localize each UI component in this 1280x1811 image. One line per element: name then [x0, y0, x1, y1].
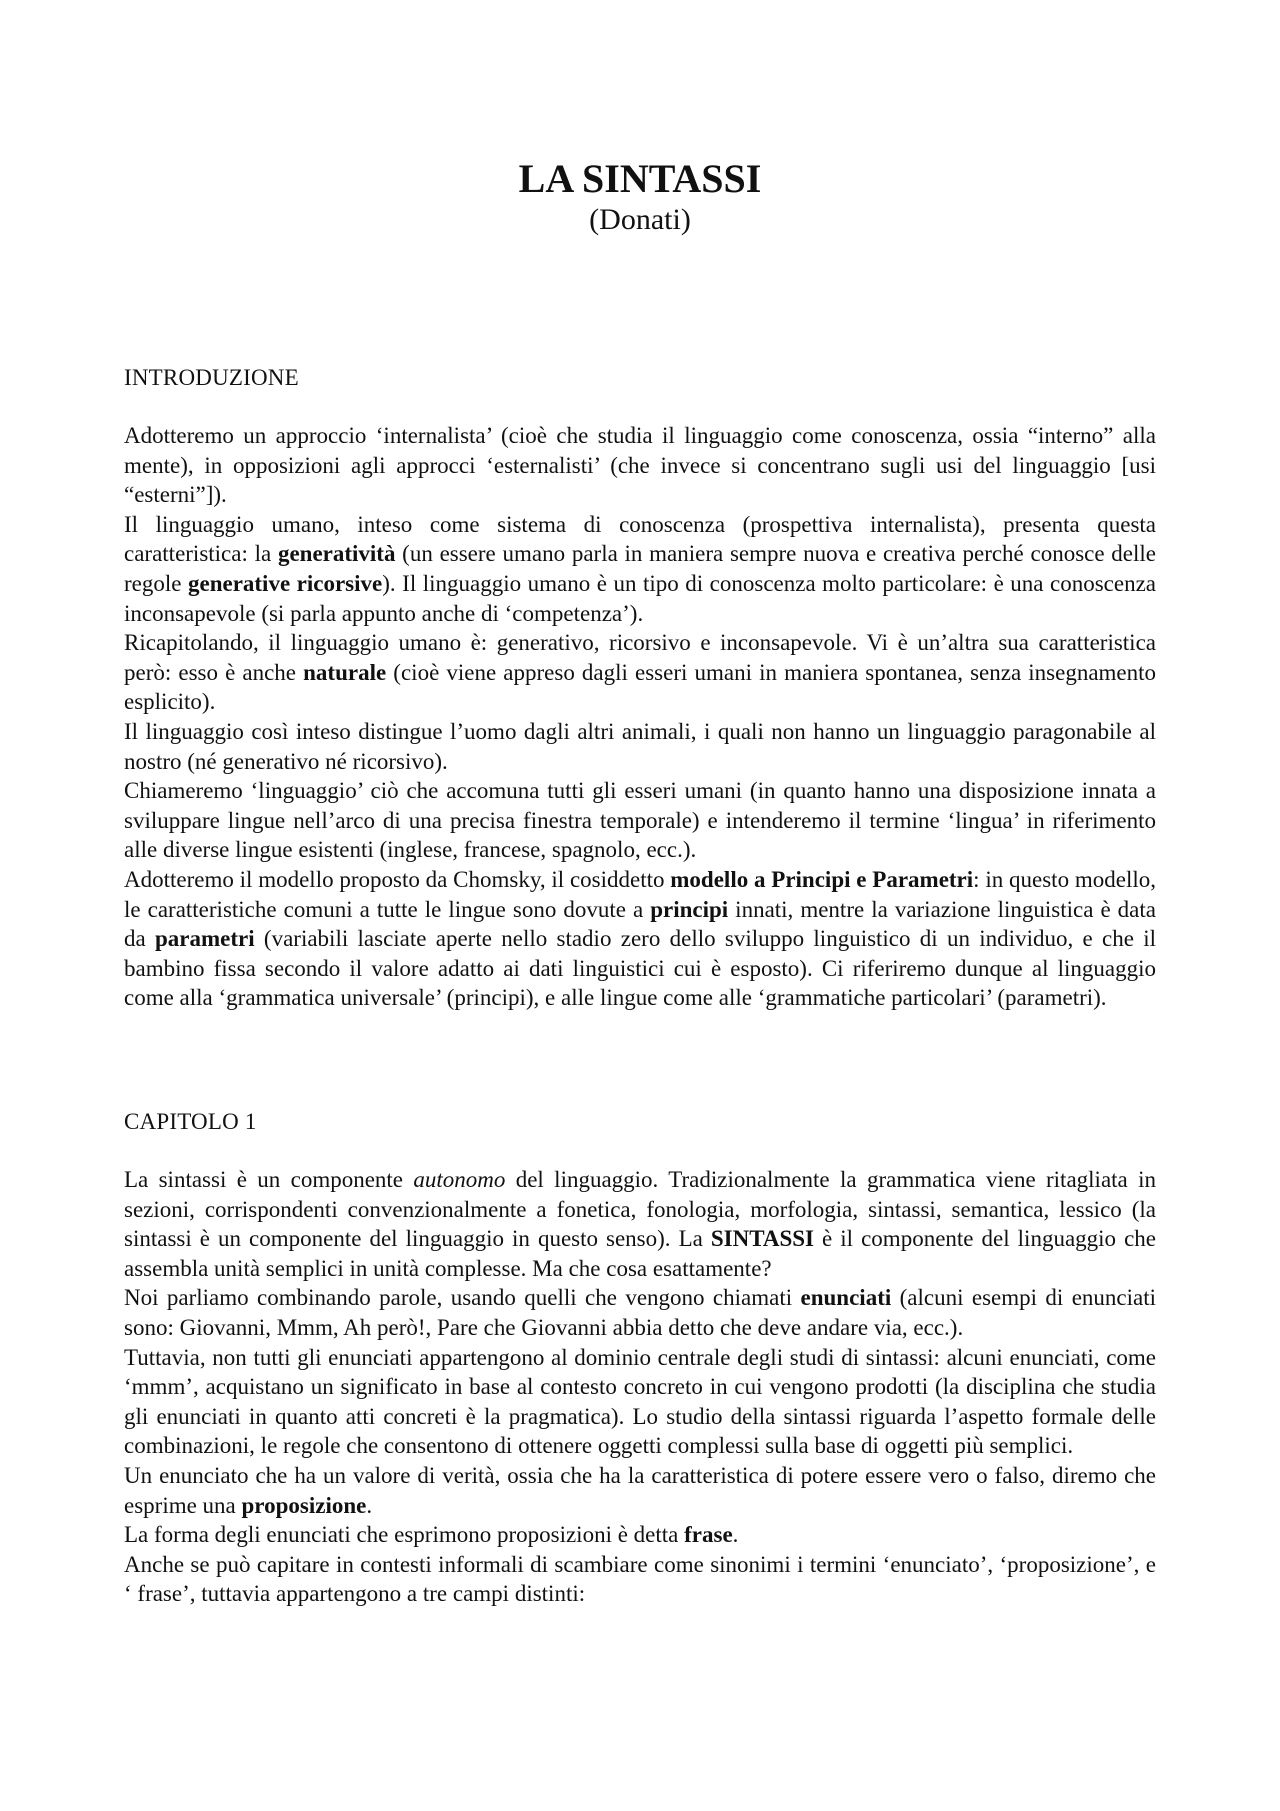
- text-run: Il linguaggio così inteso distingue l’uomo dagli altri animali, i quali non hanno un linguaggio paragonabile al nostro (né generativo né ricorsivo).: [124, 718, 1156, 774]
- paragraph: [124, 776, 1156, 865]
- text-run: .: [366, 1492, 373, 1518]
- section-body-introduzione: [124, 421, 1156, 1013]
- section-body-capitolo-1: [124, 1165, 1156, 1609]
- text-run: : in questo modello, le caratteristiche comuni a tutte le lingue sono dovute a: [124, 866, 1156, 922]
- paragraph: [124, 1550, 1156, 1609]
- text-run: (alcuni esempi di enunciati sono: Giovanni, Mmm, Ah però!, Pare che Giovanni abbia detto che deve andare via, ecc.).: [124, 1285, 1156, 1340]
- text-run: Tuttavia, non tutti gli enunciati appartengono al dominio centrale degli studi di sintassi: alcuni enunciati, come ‘mmm’, acquistano un significato in base al contesto concreto in cui vengono prodotti (la disciplina che studia gli enunciati in quanto atti concreti è la pragmatica). Lo studio della sintassi riguarda l’aspetto formale delle combinazioni, le regole che consentono di ottenere oggetti complessi sulla base di oggetti più semplici.: [124, 1344, 1156, 1459]
- title-block: [0, 156, 1280, 238]
- bold-term: generatività: [277, 541, 396, 567]
- bold-term: proposizione: [241, 1492, 367, 1518]
- bold-term: naturale: [303, 659, 387, 685]
- bold-term: enunciati: [800, 1285, 892, 1311]
- text-run: La forma degli enunciati che esprimono proposizioni è detta: [124, 1522, 685, 1548]
- text-run: è il componente del linguaggio che assembla unità semplici in unità complesse. Ma che cosa esattamente?: [124, 1226, 1156, 1281]
- paragraph: [124, 510, 1156, 628]
- paragraph: [124, 1165, 1156, 1283]
- text-run: Adotteremo il modello proposto da Chomsky, il cosiddetto: [124, 866, 671, 892]
- text-run: Il linguaggio umano, inteso come sistema di conoscenza (prospettiva internalista), presenta questa caratteristica: la: [124, 511, 1156, 567]
- italic-term: autonomo: [413, 1167, 506, 1192]
- bold-term: parametri: [155, 926, 255, 952]
- text-run: (un essere umano parla in maniera sempre nuova e creativa perché conosce delle regole: [124, 541, 1157, 596]
- section-heading-introduzione: INTRODUZIONE: [124, 365, 299, 390]
- paragraph: [124, 717, 1156, 776]
- text-run: Anche se può capitare in contesti informali di scambiare come sinonimi i termini ‘enunciato’, ‘proposizione’, e ‘ frase’, tuttavia appartengono a tre campi distinti:: [124, 1551, 1156, 1607]
- text-run: Ricapitolando, il linguaggio umano è: generativo, ricorsivo e inconsapevole. Vi è un’altra sua caratteristica però: esso è anche: [124, 630, 1156, 685]
- paragraph: [124, 1283, 1156, 1342]
- paragraph: [124, 1461, 1156, 1520]
- paragraph: [124, 421, 1156, 510]
- text-run: Un enunciato che ha un valore di verità, ossia che ha la caratteristica di potere essere vero o falso, diremo che esprime una: [124, 1462, 1156, 1518]
- text-run: La sintassi è un componente: [124, 1167, 414, 1192]
- section-heading-capitolo-1: CAPITOLO 1: [124, 1109, 257, 1134]
- page-title: LA SINTASSI: [518, 156, 762, 201]
- text-run: Adotteremo un approccio ‘internalista’ (cioè che studia il linguaggio come conoscenza, ossia “interno” alla mente), in opposizioni agli approcci ‘esternalisti’ (che invece si concentrano sugli usi del linguaggio [usi “esterni”]).: [124, 423, 1156, 508]
- page-subtitle: (Donati): [589, 203, 691, 236]
- text-run: (cioè viene appreso dagli esseri umani in maniera spontanea, senza insegnamento esplicito).: [124, 659, 1157, 715]
- bold-term: SINTASSI: [710, 1226, 815, 1252]
- bold-term: modello a Principi e Parametri: [670, 866, 974, 892]
- bold-term: frase: [684, 1522, 733, 1548]
- paragraph: [124, 628, 1156, 717]
- text-run: (variabili lasciate aperte nello stadio zero dello sviluppo linguistico di un individuo, e che il bambino fissa secondo il valore adatto ai dati linguistici cui è esposto). Ci riferiremo dunque al linguaggio come alla ‘grammatica universale’ (principi), e alle lingue come alle ‘grammatiche particolari’ (parametri).: [124, 926, 1156, 1011]
- text-run: ). Il linguaggio umano è un tipo di conoscenza molto particolare: è una conoscenza inconsapevole (si parla appunto anche di ‘competenza’).: [124, 570, 1157, 626]
- text-run: Noi parliamo combinando parole, usando quelli che vengono chiamati: [124, 1285, 801, 1311]
- bold-term: principi: [650, 896, 729, 922]
- bold-term: generative ricorsive: [187, 570, 383, 596]
- text-run: Chiameremo ‘linguaggio’ ciò che accomuna tutti gli esseri umani (in quanto hanno una disposizione innata a sviluppare lingue nell’arco di una precisa finestra temporale) e intenderemo il termine ‘lingua’ in riferimento alle diverse lingue esistenti (inglese, francese, spagnolo, ecc.).: [124, 778, 1156, 863]
- text-run: innati, mentre la variazione linguistica è data da: [124, 896, 1156, 952]
- paragraph: [124, 865, 1156, 1013]
- paragraph: [124, 1343, 1156, 1461]
- text-run: .: [732, 1522, 739, 1548]
- text-run: del linguaggio. Tradizionalmente la grammatica viene ritagliata in sezioni, corrispondenti convenzionalmente a fonetica, fonologia, morfologia, sintassi, semantica, lessico (la sintassi è un componente del linguaggio in questo senso). La: [124, 1167, 1156, 1252]
- paragraph: [124, 1520, 1156, 1550]
